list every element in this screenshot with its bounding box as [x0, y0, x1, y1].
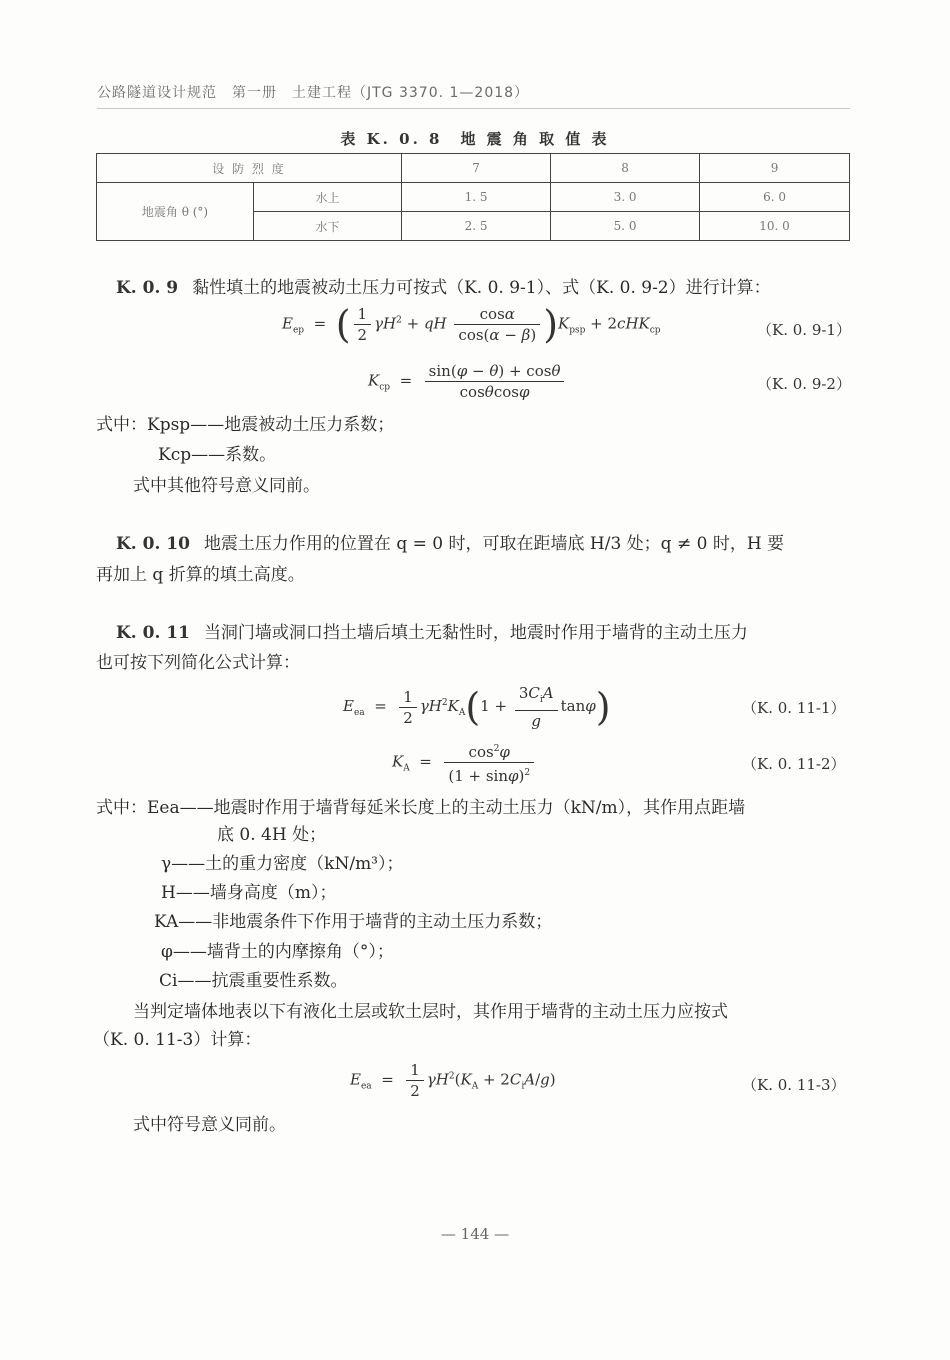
liquefaction-text: 当判定墙体地表以下有液化土层或软土层时，其作用于墙背的主动土压力应按式 [133, 1002, 728, 1022]
clause-number: K. 0. 9 [116, 278, 179, 298]
equation-number: （K. 0. 11-2） [742, 755, 846, 773]
equation-number: （K. 0. 11-3） [742, 1076, 846, 1094]
table-cell: 2. 5 [402, 212, 551, 241]
table-cell: 8 [551, 154, 700, 183]
equation-number: （K. 0. 9-1） [757, 321, 851, 339]
table-cell-above-water: 水上 [254, 183, 402, 212]
where-kcp: Kcp——系数。 [158, 445, 277, 465]
clause-number: K. 0. 10 [116, 534, 190, 554]
closing-note: 式中符号意义同前。 [133, 1115, 286, 1135]
equation-number: （K. 0. 9-2） [757, 375, 851, 393]
equation-k011-3: $E_{ea}$ = $\frac{1}{2}$ $\gamma H^2(K_A + 2C_iA/g)$ [350, 1061, 556, 1100]
equation-k09-1: $E_{ep}$ = ( $\frac{1}{2}$ $\gamma H^2$ + qH $\frac{\cos\alpha}{\cos(\alpha - \beta)}$ )$K_{psp} + 2cHK_{cp}$ [282, 302, 661, 347]
table-cell-intensity-label: 设 防 烈 度 [97, 154, 402, 183]
page-number: — 144 — [440, 1225, 510, 1243]
table-cell: 5. 0 [551, 212, 700, 241]
seismic-angle-table [96, 153, 850, 241]
clause-text: 地震土压力作用的位置在 q = 0 时，可取在距墙底 H/3 处；q ≠ 0 时，H 要 [203, 534, 785, 554]
table-caption: 表 K. 0. 8 地 震 角 取 值 表 [340, 130, 610, 148]
equation-k011-1: $E_{ea}$ = $\frac{1}{2}$ $\gamma H^2K_A(1$ + $\frac{3C_iA}{g}$ tanφ) [343, 684, 611, 730]
table-cell-under-water: 水下 [254, 212, 402, 241]
header-divider [97, 108, 850, 109]
equation-k011-2: $K_A$ = $\frac{\cos^2\varphi}{(1 + \sin\varphi)^2}$ [392, 739, 537, 786]
equation-number: （K. 0. 11-1） [742, 699, 846, 717]
where-ka: KA——非地震条件下作用于墙背的主动土压力系数； [154, 912, 553, 932]
table-cell-angle-label: 地震角 θ (°) [97, 183, 254, 241]
table-cell: 9 [700, 154, 850, 183]
where-h: H——墙身高度（m）； [161, 883, 337, 903]
liquefaction-text-continued: （K. 0. 11-3）计算： [93, 1030, 262, 1050]
clause-text-continued: 再加上 q 折算的填土高度。 [96, 565, 305, 585]
table-row [97, 154, 850, 183]
clause-k09 [116, 273, 771, 303]
table-row [97, 183, 850, 212]
table-cell: 6. 0 [700, 183, 850, 212]
where-phi: φ——墙背土的内摩擦角（°）； [161, 942, 394, 962]
running-header: 公路隧道设计规范 第一册 土建工程（JTG 3370. 1—2018） [97, 85, 530, 101]
where-gamma: γ——土的重力密度（kN/m³）； [161, 854, 404, 874]
clause-text: 黏性填土的地震被动土压力可按式（K. 0. 9-1）、式（K. 0. 9-2）进行计算： [192, 278, 771, 298]
clause-number: K. 0. 11 [116, 623, 190, 643]
equation-k09-2: $K_{cp}$ = $\frac{\sin(\varphi - \theta) + \cos\theta}{\cos\theta\cos\varphi}$ [368, 361, 567, 402]
clause-text-continued: 也可按下列简化公式计算： [96, 653, 300, 673]
where-ci: Ci——抗震重要性系数。 [159, 971, 348, 991]
table-cell: 7 [402, 154, 551, 183]
clause-text: 当洞门墙或洞口挡土墙后填土无黏性时，地震时作用于墙背的主动土压力 [203, 623, 748, 643]
where-others: 式中其他符号意义同前。 [133, 476, 320, 496]
where-eea-continued: 底 0. 4H 处； [217, 825, 327, 845]
where-kpsp: 式中：Kpsp——地震被动土压力系数； [96, 415, 395, 435]
where-eea: 式中：Eea——地震时作用于墙背每延米长度上的主动土压力（kN/m），其作用点距墙 [96, 798, 746, 818]
clause-k011 [116, 618, 748, 648]
table-cell: 10. 0 [700, 212, 850, 241]
table-cell: 3. 0 [551, 183, 700, 212]
clause-k010 [116, 529, 784, 559]
table-cell: 1. 5 [402, 183, 551, 212]
